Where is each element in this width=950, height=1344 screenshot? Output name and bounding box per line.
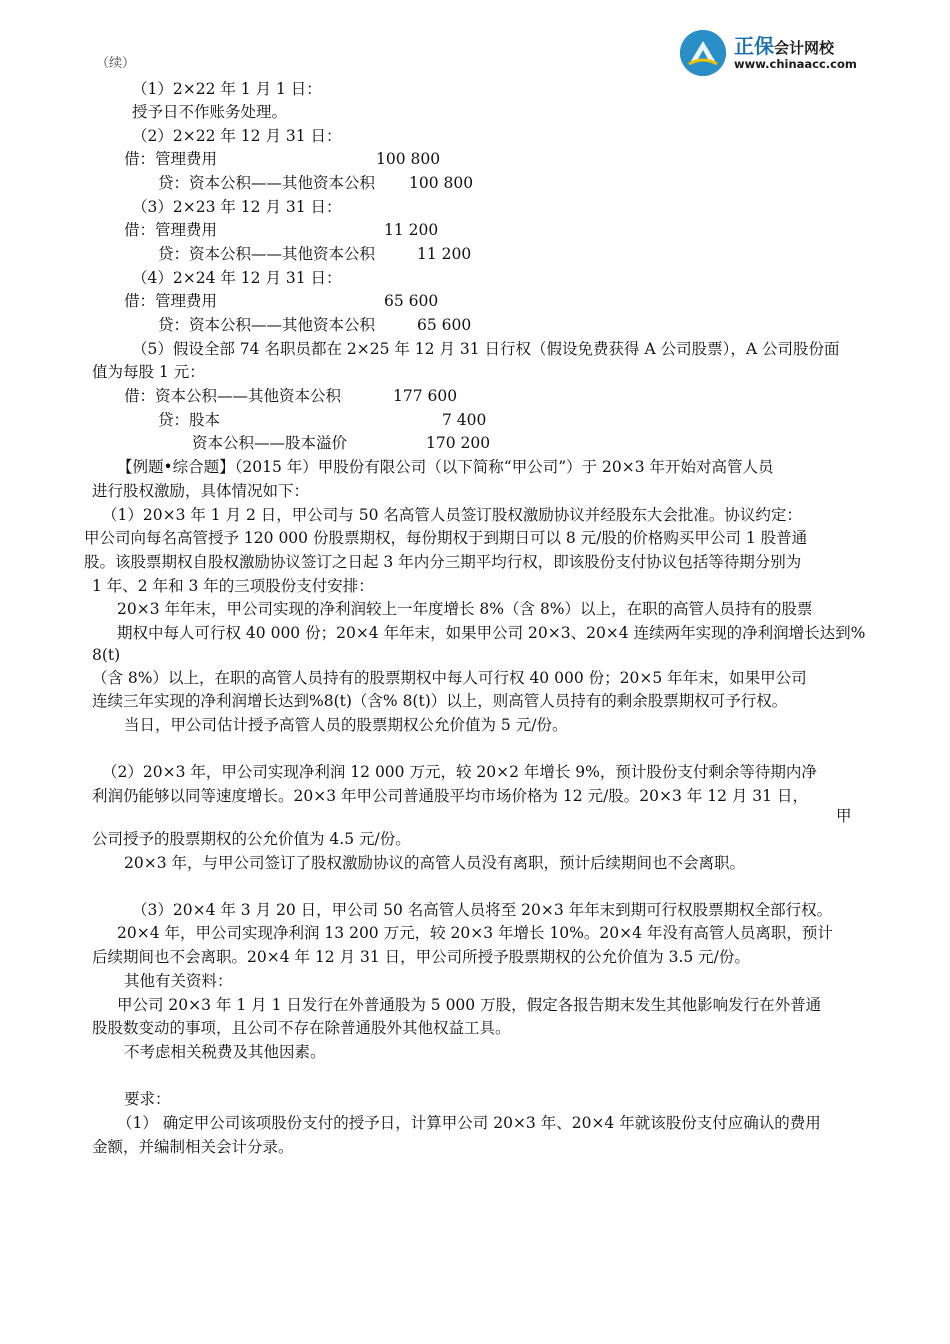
text-line: 其他有关资料： bbox=[124, 972, 233, 990]
text-line: 甲 bbox=[836, 807, 852, 825]
entry-debit: 借：管理费用 bbox=[124, 150, 218, 168]
text-line: 后续期间也不会离职。20×4 年 12 月 31 日，甲公司所授予股票期权的公允价值为 3.5 元/份。 bbox=[92, 948, 750, 966]
text-line: 20×3 年年末，甲公司实现的净利润较上一年度增长 8%（含 8%）以上，在职的高管人员持有的股票 bbox=[117, 600, 813, 618]
entry-amount: 170 200 bbox=[426, 434, 491, 452]
entry-credit: 贷：资本公积——其他资本公积 bbox=[158, 174, 376, 192]
text-line: （1） 确定甲公司该项股份支付的授予日，计算甲公司 20×3 年、20×4 年就该股份支付应确认的费用 bbox=[117, 1114, 821, 1132]
entry-debit: 借：管理费用 bbox=[124, 292, 218, 310]
header-fragment: （续） bbox=[96, 56, 136, 71]
entry-credit: 资本公积——股本溢价 bbox=[192, 434, 348, 452]
entry-credit: 贷：股本 bbox=[158, 411, 221, 429]
text-line: 甲公司向每名高管授予 120 000 份股票期权，每份期权于到期日可以 8 元/股的价格购买甲公司 1 股普通 bbox=[84, 529, 808, 547]
logo-emblem-icon bbox=[680, 30, 726, 76]
text-line: 连续三年实现的净利润增长达到%8(t)（含% 8(t)）以上，则高管人员持有的剩余股票期权可予行权。 bbox=[92, 692, 788, 710]
example-heading: 【例题•综合题】（2015 年）甲股份有限公司（以下简称“甲公司”）于 20×3 年开始对高管人员 bbox=[117, 458, 774, 476]
text-line: 20×4 年，甲公司实现净利润 13 200 万元，较 20×3 年增长 10%。20×4 年没有高管人员离职，预计 bbox=[117, 924, 833, 942]
entry-amount: 100 800 bbox=[409, 174, 474, 192]
text-line: 8(t) bbox=[92, 646, 121, 664]
entry-amount: 177 600 bbox=[393, 387, 458, 405]
entry-amount: 100 800 bbox=[376, 150, 441, 168]
requirements-heading: 要求： bbox=[124, 1090, 171, 1108]
text-line: （1）20×3 年 1 月 2 日，甲公司与 50 名高管人员签订股权激励协议并经股东大会批准。协议约定： bbox=[102, 506, 802, 524]
text-line: 期权中每人可行权 40 000 份；20×4 年年末，如果甲公司 20×3、20×4 连续两年实现的净利润增长达到% bbox=[117, 624, 866, 642]
text-line: （1）2×22 年 1 月 1 日： bbox=[132, 80, 322, 98]
entry-debit: 借：资本公积——其他资本公积 bbox=[124, 387, 342, 405]
text-line: （5）假设全部 74 名职员都在 2×25 年 12 月 31 日行权（假设免费获得 A 公司股票），A 公司股份面 bbox=[132, 340, 840, 358]
entry-amount: 7 400 bbox=[442, 411, 487, 429]
text-line: （4）2×24 年 12 月 31 日： bbox=[132, 269, 342, 287]
logo-brand: 正保 bbox=[734, 34, 774, 58]
text-line: 股股数变动的事项，且公司不存在除普通股外其他权益工具。 bbox=[92, 1019, 511, 1037]
logo bbox=[680, 28, 880, 78]
text-line: 利润仍能够以同等速度增长。20×3 年甲公司普通股平均市场价格为 12 元/股。20×3 年 12 月 31 日， bbox=[92, 787, 808, 805]
text-line: （含 8%）以上，在职的高管人员持有的股票期权中每人可行权 40 000 份；20×5 年年末，如果甲公司 bbox=[92, 669, 807, 687]
text-line: 授予日不作账务处理。 bbox=[132, 103, 288, 121]
text-line: 值为每股 1 元： bbox=[92, 363, 205, 381]
entry-credit: 贷：资本公积——其他资本公积 bbox=[158, 316, 376, 334]
text-line: （2）2×22 年 12 月 31 日： bbox=[132, 127, 342, 145]
text-line: 甲公司 20×3 年 1 月 1 日发行在外普通股为 5 000 万股，假定各报告期末发生其他影响发行在外普通 bbox=[117, 996, 822, 1014]
entry-amount: 65 600 bbox=[417, 316, 472, 334]
entry-amount: 11 200 bbox=[417, 245, 472, 263]
text-line: 不考虑相关税费及其他因素。 bbox=[124, 1043, 326, 1061]
entry-debit: 借：管理费用 bbox=[124, 221, 218, 239]
text-line: 金额，并编制相关会计分录。 bbox=[92, 1138, 294, 1156]
entry-amount: 11 200 bbox=[384, 221, 439, 239]
logo-subtitle: 会计网校 bbox=[774, 39, 835, 57]
text-line: 1 年、2 年和 3 年的三项股份支付安排： bbox=[92, 577, 374, 595]
logo-url: www.chinaacc.com bbox=[734, 57, 857, 71]
text-line: 20×3 年，与甲公司签订了股权激励协议的高管人员没有离职，预计后续期间也不会离职。 bbox=[124, 854, 746, 872]
entry-amount: 65 600 bbox=[384, 292, 439, 310]
entry-credit: 贷：资本公积——其他资本公积 bbox=[158, 245, 376, 263]
text-line: 股。该股票期权自股权激励协议签订之日起 3 年内分三期平均行权，即该股份支付协议包括等待期分别为 bbox=[84, 553, 802, 571]
text-line: （2）20×3 年，甲公司实现净利润 12 000 万元，较 20×2 年增长 9%，预计股份支付剩余等待期内净 bbox=[102, 763, 817, 781]
text-line: 进行股权激励，具体情况如下： bbox=[92, 482, 310, 500]
text-line: 公司授予的股票期权的公允价值为 4.5 元/份。 bbox=[92, 830, 411, 848]
logo-title bbox=[734, 30, 834, 59]
text-line: （3）20×4 年 3 月 20 日，甲公司 50 名高管人员将至 20×3 年年末到期可行权股票期权全部行权。 bbox=[132, 901, 833, 919]
text-line: 当日，甲公司估计授予高管人员的股票期权公允价值为 5 元/份。 bbox=[124, 716, 568, 734]
text-line: （3）2×23 年 12 月 31 日： bbox=[132, 198, 342, 216]
